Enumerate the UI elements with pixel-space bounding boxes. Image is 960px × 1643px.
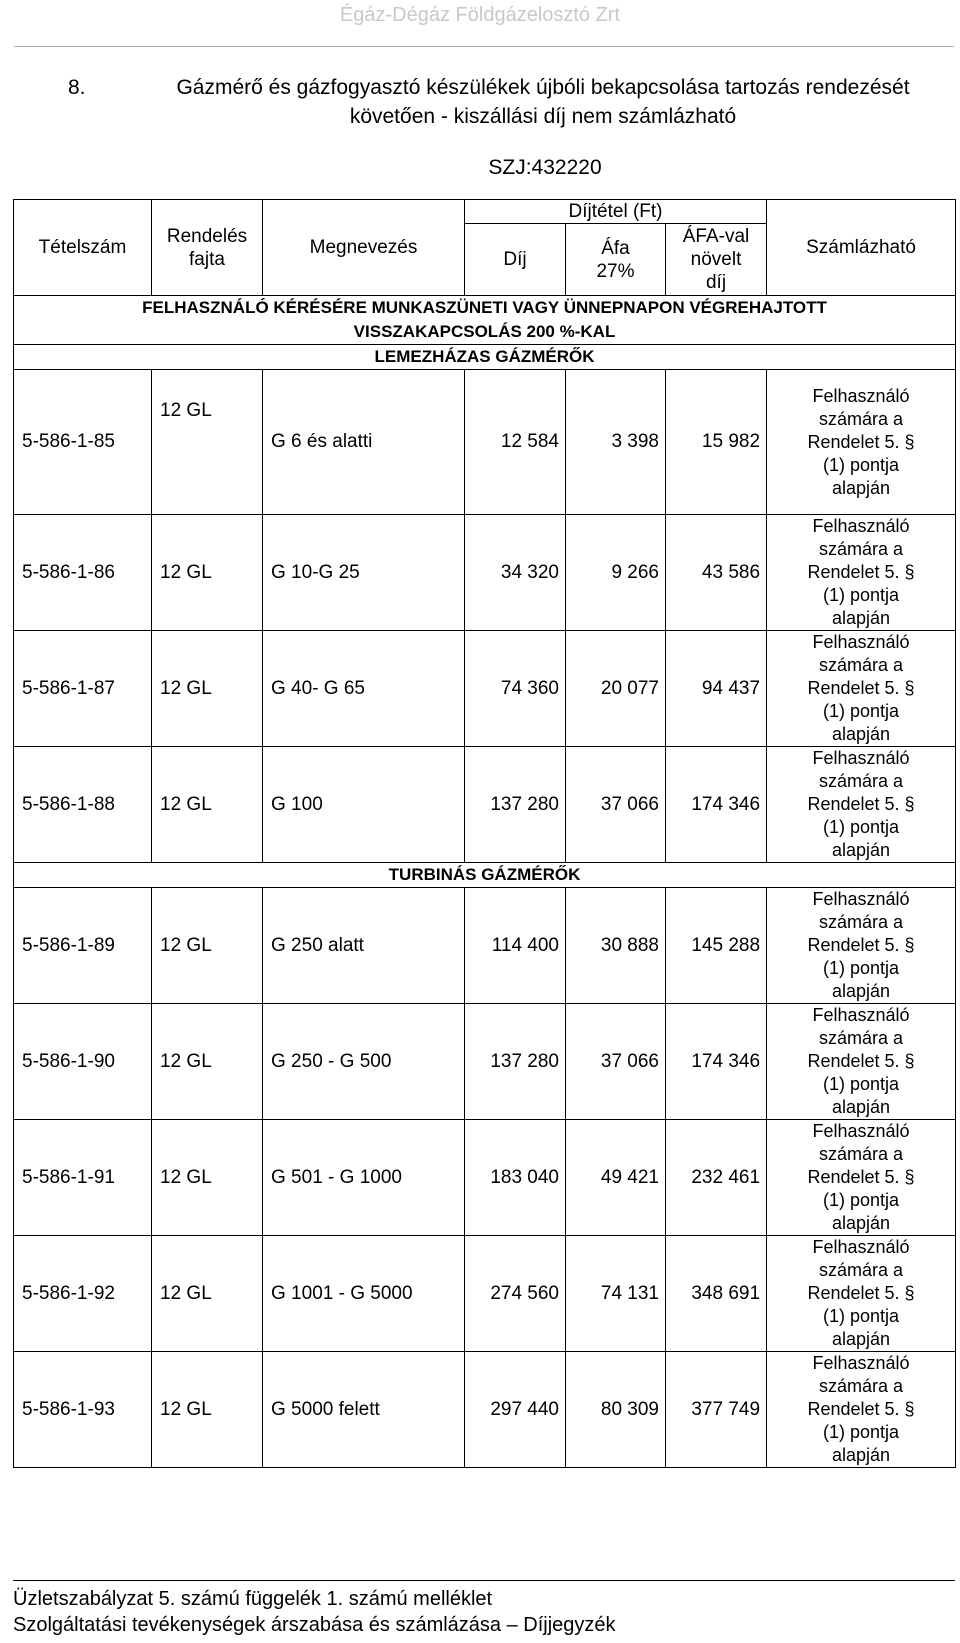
fee-cell: 274 560 <box>465 1236 566 1352</box>
item-no-cell: 5-586-1-89 <box>14 888 152 1004</box>
order-type-cell: 12 GL <box>152 747 263 863</box>
company-header: Égáz-Dégáz Földgázelosztó Zrt <box>339 4 621 26</box>
item-no-cell: 5-586-1-92 <box>14 1236 152 1352</box>
order-type-cell: 12 GL <box>152 515 263 631</box>
name-cell: G 6 és alatti <box>263 370 465 515</box>
billable-line: (1) pontja <box>823 454 900 475</box>
order-type-cell: 12 GL <box>152 1120 263 1236</box>
gross-cell: 348 691 <box>666 1236 767 1352</box>
billable-line: (1) pontja <box>823 585 900 605</box>
table-row <box>14 370 956 515</box>
billable-cell <box>767 515 956 631</box>
table-row <box>14 1120 956 1236</box>
billable-line: számára a <box>819 655 904 675</box>
billable-line: alapján <box>832 1213 891 1233</box>
billable-cell <box>767 370 956 515</box>
billable-line: (1) pontja <box>823 1422 900 1442</box>
vat-cell: 74 131 <box>566 1236 666 1352</box>
billable-cell <box>767 1236 956 1352</box>
vat-cell: 80 309 <box>566 1352 666 1468</box>
billable-line: Felhasználó <box>812 1353 910 1373</box>
billable-line: Rendelet 5. § <box>807 678 915 698</box>
fee-cell: 297 440 <box>465 1352 566 1468</box>
gross-cell: 377 749 <box>666 1352 767 1468</box>
section-number: 8. <box>68 76 86 99</box>
footer-line1: Üzletszabályzat 5. számú függelék 1. számú melléklet <box>13 1588 493 1610</box>
billable-line: számára a <box>819 912 904 932</box>
billable-line: Rendelet 5. § <box>807 562 915 582</box>
header-item-no: Tételszám <box>14 200 152 296</box>
footer-line2: Szolgáltatási tevékenységek árszabása és számlázása – Díjjegyzék <box>13 1614 616 1636</box>
billable-line: Rendelet 5. § <box>807 794 915 814</box>
name-cell: G 100 <box>263 747 465 863</box>
billable-line: alapján <box>832 724 891 744</box>
gross-cell: 232 461 <box>666 1120 767 1236</box>
order-type-cell: 12 GL <box>152 1352 263 1468</box>
item-no-cell: 5-586-1-93 <box>14 1352 152 1468</box>
billable-line: alapján <box>832 608 891 628</box>
order-type-cell: 12 GL <box>152 631 263 747</box>
billable-line: Felhasználó <box>812 1121 910 1141</box>
billable-line: (1) pontja <box>823 1074 900 1094</box>
table-row <box>14 515 956 631</box>
header-name: Megnevezés <box>263 200 465 296</box>
fee-cell: 137 280 <box>465 1004 566 1120</box>
section-title-line2: követően - kiszállási díj nem számlázható <box>349 105 737 128</box>
fee-cell: 34 320 <box>465 515 566 631</box>
billable-cell <box>767 1352 956 1468</box>
table-row <box>14 1004 956 1120</box>
header-fee: Díj <box>465 224 566 296</box>
szj-code: SZJ:432220 <box>488 156 602 179</box>
billable-cell <box>767 888 956 1004</box>
banner-line2: VISSZAKAPCSOLÁS 200 %-KAL <box>353 322 616 341</box>
table-row <box>14 1352 956 1468</box>
billable-line: alapján <box>832 1329 891 1349</box>
billable-cell <box>767 1004 956 1120</box>
billable-line: számára a <box>819 1028 904 1048</box>
billable-line: Rendelet 5. § <box>807 431 915 452</box>
header-order-type <box>152 200 263 296</box>
billable-line: (1) pontja <box>823 817 900 837</box>
fee-cell: 137 280 <box>465 747 566 863</box>
table-row <box>14 747 956 863</box>
item-no-cell: 5-586-1-87 <box>14 631 152 747</box>
billable-line: alapján <box>832 477 891 498</box>
order-type-cell: 12 GL <box>152 370 263 515</box>
billable-line: Rendelet 5. § <box>807 935 915 955</box>
fee-table <box>13 199 956 1468</box>
header-gross-line2: növelt <box>690 249 742 270</box>
vat-cell: 30 888 <box>566 888 666 1004</box>
vat-cell: 3 398 <box>566 370 666 515</box>
billable-cell <box>767 631 956 747</box>
billable-line: alapján <box>832 1445 891 1465</box>
header-fee-group: Díjtétel (Ft) <box>465 200 767 224</box>
billable-line: Felhasználó <box>812 632 910 652</box>
gross-cell: 43 586 <box>666 515 767 631</box>
billable-line: Felhasználó <box>812 1005 910 1025</box>
billable-line: (1) pontja <box>823 701 900 721</box>
billable-line: (1) pontja <box>823 1306 900 1326</box>
gross-cell: 94 437 <box>666 631 767 747</box>
billable-line: alapján <box>832 981 891 1001</box>
vat-cell: 37 066 <box>566 747 666 863</box>
billable-line: alapján <box>832 1097 891 1117</box>
header-gross-line3: díj <box>705 272 727 293</box>
header-order-type-line1: Rendelés <box>166 225 248 247</box>
header-vat <box>566 224 666 296</box>
billable-line: Felhasználó <box>812 889 910 909</box>
name-cell: G 40- G 65 <box>263 631 465 747</box>
section-title-line1: Gázmérő és gázfogyasztó készülékek újbóli bekapcsolása tartozás rendezését <box>176 76 910 99</box>
banner <box>14 296 956 345</box>
header-vat-line1: Áfa <box>601 237 630 259</box>
table-row <box>14 1236 956 1352</box>
fee-cell: 12 584 <box>465 370 566 515</box>
vat-cell: 37 066 <box>566 1004 666 1120</box>
footer-divider <box>13 1580 955 1581</box>
vat-cell: 20 077 <box>566 631 666 747</box>
vat-cell: 9 266 <box>566 515 666 631</box>
banner-line1: FELHASZNÁLÓ KÉRÉSÉRE MUNKASZÜNETI VAGY ÜNNEPNAPON VÉGREHAJTOTT <box>142 298 827 317</box>
item-no-cell: 5-586-1-85 <box>14 370 152 515</box>
name-cell: G 10-G 25 <box>263 515 465 631</box>
vat-cell: 49 421 <box>566 1120 666 1236</box>
table-row <box>14 888 956 1004</box>
gross-cell: 15 982 <box>666 370 767 515</box>
name-cell: G 501 - G 1000 <box>263 1120 465 1236</box>
group-title-membrane: LEMEZHÁZAS GÁZMÉRŐK <box>14 345 956 370</box>
billable-line: (1) pontja <box>823 1190 900 1210</box>
billable-line: számára a <box>819 539 904 559</box>
billable-line: Rendelet 5. § <box>807 1167 915 1187</box>
gross-cell: 174 346 <box>666 747 767 863</box>
billable-line: alapján <box>832 840 891 860</box>
item-no-cell: 5-586-1-90 <box>14 1004 152 1120</box>
billable-cell <box>767 1120 956 1236</box>
billable-line: számára a <box>819 1376 904 1396</box>
billable-line: számára a <box>819 1260 904 1280</box>
name-cell: G 250 - G 500 <box>263 1004 465 1120</box>
order-type-cell: 12 GL <box>152 888 263 1004</box>
order-type-cell: 12 GL <box>152 1236 263 1352</box>
billable-line: Felhasználó <box>812 748 910 768</box>
billable-cell <box>767 747 956 863</box>
billable-line: Rendelet 5. § <box>807 1051 915 1071</box>
billable-line: számára a <box>819 408 904 429</box>
header-vat-line2: 27% <box>596 260 635 282</box>
name-cell: G 5000 felett <box>263 1352 465 1468</box>
item-no-cell: 5-586-1-86 <box>14 515 152 631</box>
gross-cell: 145 288 <box>666 888 767 1004</box>
name-cell: G 250 alatt <box>263 888 465 1004</box>
item-no-cell: 5-586-1-91 <box>14 1120 152 1236</box>
billable-line: Felhasználó <box>812 1237 910 1257</box>
group-title-turbine: TURBINÁS GÁZMÉRŐK <box>14 863 956 888</box>
fee-cell: 114 400 <box>465 888 566 1004</box>
billable-line: számára a <box>819 1144 904 1164</box>
billable-line: Rendelet 5. § <box>807 1399 915 1419</box>
header-gross-line1: ÁFA-val <box>682 226 750 247</box>
table-row <box>14 631 956 747</box>
name-cell: G 1001 - G 5000 <box>263 1236 465 1352</box>
gross-cell: 174 346 <box>666 1004 767 1120</box>
item-no-cell: 5-586-1-88 <box>14 747 152 863</box>
billable-line: Felhasználó <box>812 516 910 536</box>
order-type-cell: 12 GL <box>152 1004 263 1120</box>
billable-line: Felhasználó <box>812 385 910 406</box>
billable-line: (1) pontja <box>823 958 900 978</box>
billable-line: számára a <box>819 771 904 791</box>
billable-line: Rendelet 5. § <box>807 1283 915 1303</box>
fee-cell: 74 360 <box>465 631 566 747</box>
header-billable: Számlázható <box>767 200 956 296</box>
header-gross <box>666 224 767 296</box>
header-divider <box>14 46 954 47</box>
fee-cell: 183 040 <box>465 1120 566 1236</box>
header-order-type-line2: fajta <box>189 248 225 270</box>
